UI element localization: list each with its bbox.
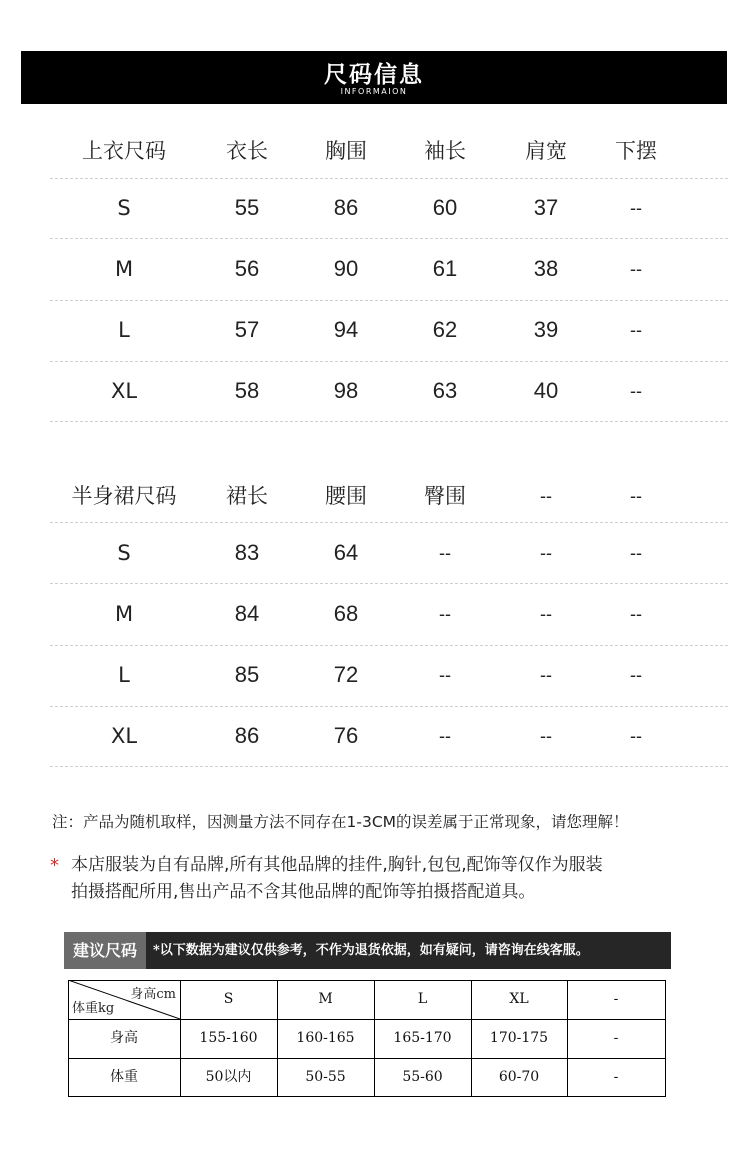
grid-line — [68, 1096, 666, 1097]
table-cell: 76 — [333, 723, 359, 748]
table-header-row — [0, 466, 750, 526]
column-header: 下摆 — [615, 139, 657, 163]
column-header: -- — [630, 486, 642, 506]
table-cell: -- — [630, 198, 642, 218]
grid-line — [665, 980, 666, 1096]
table-cell: 40 — [533, 378, 559, 403]
column-header: 胸围 — [325, 139, 367, 163]
table-row — [0, 361, 750, 421]
column-header: 肩宽 — [525, 139, 567, 163]
column-header: L — [417, 991, 428, 1007]
row-divider — [50, 706, 728, 707]
column-header: 袖长 — [424, 139, 466, 163]
row-header: 身高 — [110, 1030, 138, 1046]
table-cell: 61 — [432, 256, 458, 281]
column-header: M — [318, 991, 333, 1007]
size-label: L — [118, 663, 130, 687]
row-divider — [50, 583, 728, 584]
row-divider — [50, 300, 728, 301]
size-label: S — [117, 196, 131, 220]
table-cell: -- — [540, 665, 552, 685]
column-header: 衣长 — [226, 139, 268, 163]
table-cell: 94 — [333, 317, 359, 342]
column-header: 半身裙尺码 — [71, 484, 177, 508]
table-cell: 155-160 — [199, 1030, 258, 1046]
column-header: XL — [509, 991, 529, 1007]
table-cell: 38 — [533, 256, 559, 281]
column-header: - — [613, 991, 619, 1007]
table-row — [0, 300, 750, 360]
table-cell: 37 — [533, 195, 559, 220]
row-divider — [50, 361, 728, 362]
table-cell: 55 — [234, 195, 260, 220]
asterisk-icon: * — [50, 855, 59, 876]
row-divider — [50, 766, 728, 767]
measurement-note: 注：产品为随机取样，因测量方法不同存在1-3CM的误差属于正常现象，请您理解！ — [52, 813, 629, 831]
row-divider — [50, 421, 728, 422]
size-label: XL — [110, 379, 138, 403]
table-cell: 39 — [533, 317, 559, 342]
table-cell: 68 — [333, 601, 359, 626]
table-row — [0, 706, 750, 766]
size-label: L — [118, 318, 130, 342]
recommendation-disclaimer: *以下数据为建议仅供参考，不作为退货依据，如有疑问，请咨询在线客服。 — [153, 943, 589, 958]
table-cell: -- — [439, 726, 451, 746]
table-cell: -- — [540, 543, 552, 563]
size-label: M — [114, 602, 134, 626]
table-cell: -- — [540, 726, 552, 746]
table-cell: -- — [630, 726, 642, 746]
table-cell: 63 — [432, 378, 458, 403]
table-cell: 160-165 — [296, 1030, 355, 1046]
row-divider — [50, 522, 728, 523]
table-cell: 86 — [234, 723, 260, 748]
size-label: S — [117, 541, 131, 565]
size-label: M — [114, 257, 134, 281]
table-cell: 62 — [432, 317, 458, 342]
table-cell: 85 — [234, 662, 260, 687]
table-cell: 86 — [333, 195, 359, 220]
table-cell: -- — [630, 320, 642, 340]
table-cell: -- — [439, 543, 451, 563]
table-cell: -- — [630, 259, 642, 279]
column-header: 裙长 — [226, 484, 268, 508]
table-cell: 60 — [432, 195, 458, 220]
table-cell: 72 — [333, 662, 359, 687]
table-cell: 165-170 — [393, 1030, 452, 1046]
row-divider — [50, 645, 728, 646]
table-cell: 56 — [234, 256, 260, 281]
table-cell: -- — [630, 381, 642, 401]
table-cell: 57 — [234, 317, 260, 342]
recommendation-label: 建议尺码 — [64, 932, 146, 969]
table-cell: 83 — [234, 540, 260, 565]
table-cell: 64 — [333, 540, 359, 565]
table-row — [0, 239, 750, 299]
table-cell: 84 — [234, 601, 260, 626]
row-header: 体重 — [110, 1069, 138, 1085]
column-header: -- — [540, 486, 552, 506]
size-info-banner — [21, 51, 727, 104]
table-cell: - — [613, 1030, 619, 1046]
disclaimer-line-2: 拍摄搭配所用,售出产品不含其他品牌的配饰等拍摄搭配道具。 — [71, 882, 536, 902]
table-cell: -- — [630, 543, 642, 563]
table-cell: -- — [630, 604, 642, 624]
table-cell: 50以内 — [205, 1069, 252, 1085]
disclaimer-line-1: 本店服装为自有品牌,所有其他品牌的挂件,胸针,包包,配饰等仅作为服装 — [71, 855, 603, 875]
table-cell: -- — [439, 665, 451, 685]
table-header-row — [0, 121, 750, 181]
table-cell: - — [613, 1069, 619, 1085]
table-cell: 90 — [333, 256, 359, 281]
row-divider — [50, 238, 728, 239]
table-cell: -- — [439, 604, 451, 624]
column-header: S — [223, 991, 234, 1007]
table-row — [0, 523, 750, 583]
banner-title: 尺码信息 — [324, 62, 424, 88]
banner-subtitle: INFORMAION — [340, 87, 408, 96]
table-cell: 170-175 — [489, 1030, 549, 1046]
column-header: 臀围 — [424, 484, 466, 508]
table-row — [0, 645, 750, 705]
table-row — [0, 178, 750, 238]
table-row — [0, 584, 750, 644]
table-cell: 98 — [333, 378, 359, 403]
size-label: XL — [110, 724, 138, 748]
table-cell: 60-70 — [498, 1069, 540, 1085]
column-header: 腰围 — [325, 484, 367, 508]
table-cell: -- — [540, 604, 552, 624]
table-cell: 58 — [234, 378, 260, 403]
table-cell: 55-60 — [402, 1069, 443, 1085]
recommended-size-table — [68, 980, 665, 1096]
table-cell: -- — [630, 665, 642, 685]
recommendation-header — [64, 932, 671, 969]
table-cell: 50-55 — [305, 1069, 346, 1085]
corner-weight-label: 体重kg — [72, 1001, 115, 1016]
corner-height-label: 身高cm — [130, 987, 176, 1002]
row-divider — [50, 178, 728, 179]
column-header: 上衣尺码 — [82, 139, 166, 163]
